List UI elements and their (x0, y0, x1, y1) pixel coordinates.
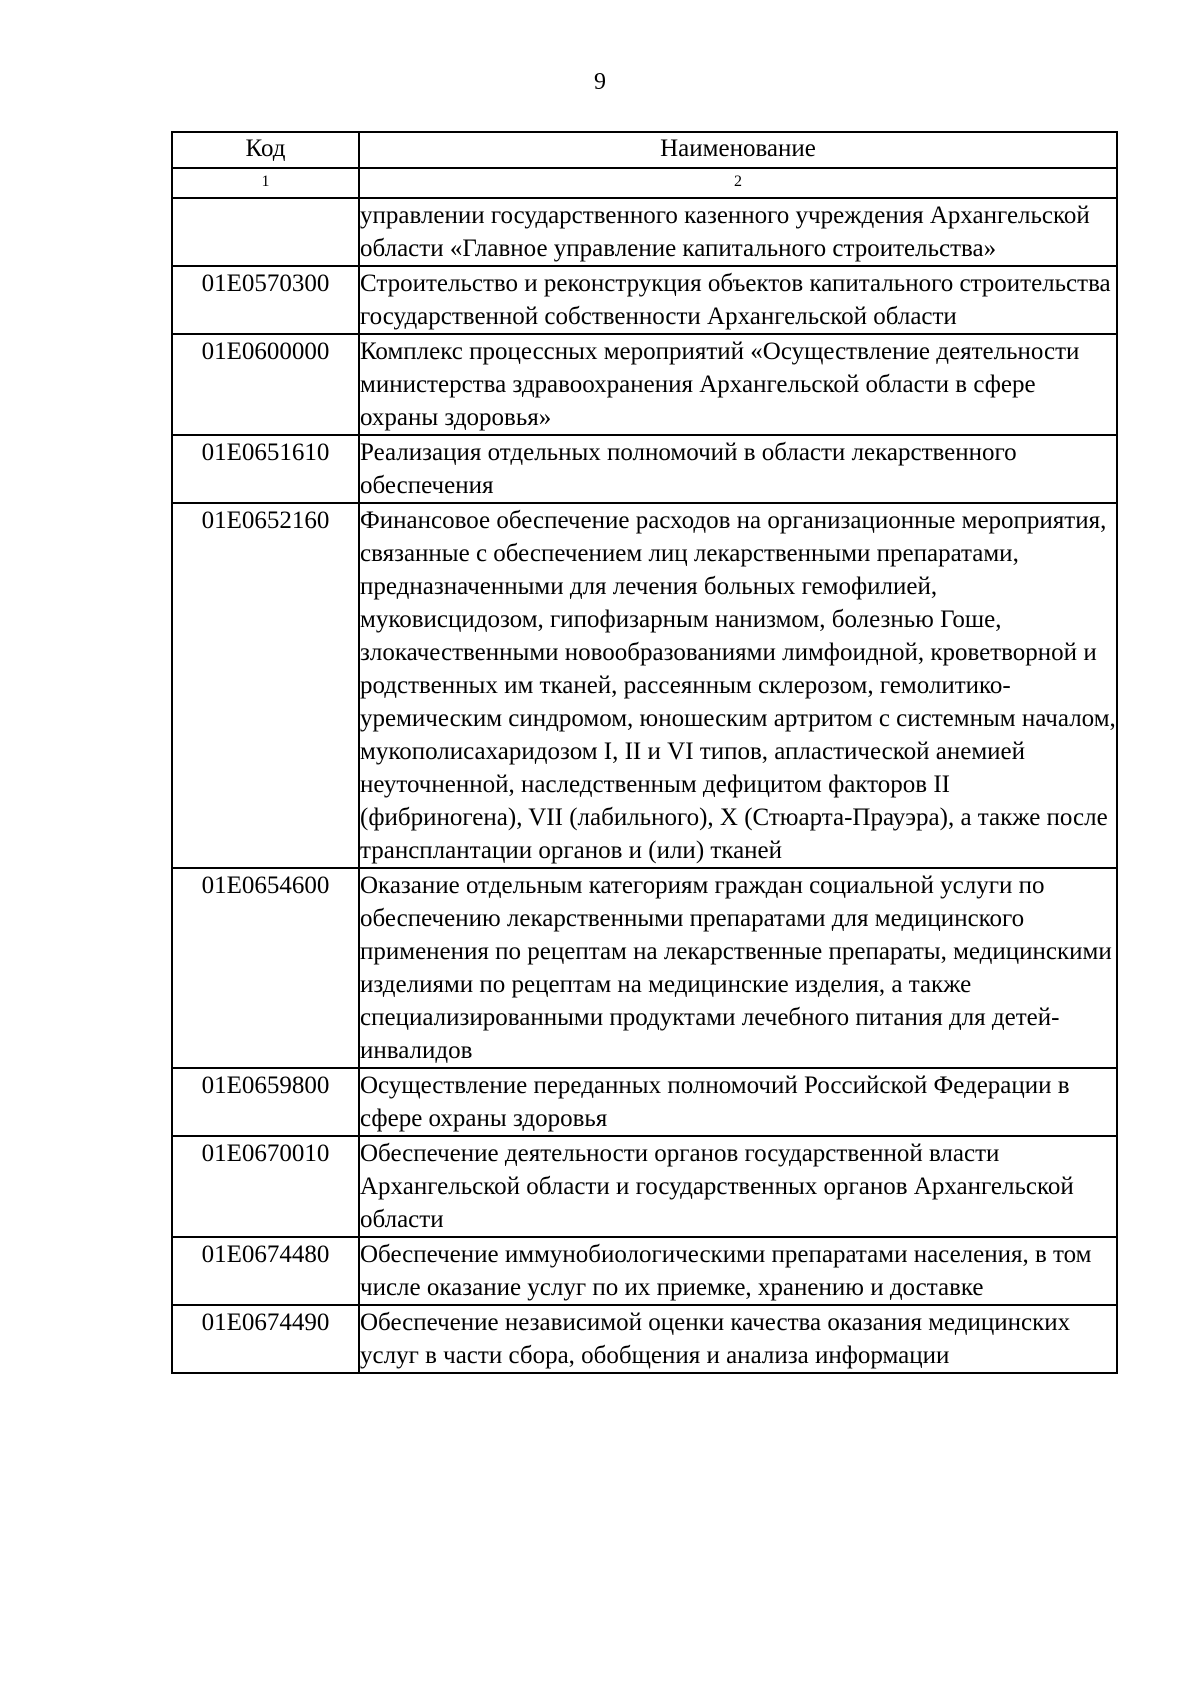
table-row (172, 1068, 1117, 1136)
row-code: 01Е0670010 (172, 1136, 359, 1237)
table-row (172, 1136, 1117, 1237)
row-code: 01Е0674490 (172, 1305, 359, 1373)
table-row (172, 1305, 1117, 1373)
row-name: Обеспечение независимой оценки качества оказания медицинских услуг в части сбора, обобщения и анализа информации (359, 1305, 1117, 1373)
column-number-code: 1 (172, 168, 359, 198)
row-name: Реализация отдельных полномочий в области лекарственного обеспечения (359, 435, 1117, 503)
code-table (171, 131, 1118, 1374)
row-code: 01Е0652160 (172, 503, 359, 868)
row-name: Обеспечение иммунобиологическими препаратами населения, в том числе оказание услуг по их приемке, хранению и доставке (359, 1237, 1117, 1305)
row-code: 01Е0600000 (172, 334, 359, 435)
row-name: Оказание отдельным категориям граждан социальной услуги по обеспечению лекарственными препаратами для медицинского применения по рецептам на лекарственные препараты, медицинскими изделиями по рецептам на медицинские изделия, а также специализированными продуктами лечебного питания для детей-инвалидов (359, 868, 1117, 1068)
table-row (172, 1237, 1117, 1305)
table-row (172, 334, 1117, 435)
table-header-row (172, 132, 1117, 168)
row-code: 01Е0651610 (172, 435, 359, 503)
header-name: Наименование (359, 132, 1117, 168)
table-row (172, 435, 1117, 503)
table-row (172, 198, 1117, 266)
row-code: 01Е0659800 (172, 1068, 359, 1136)
row-name: Комплекс процессных мероприятий «Осуществление деятельности министерства здравоохранения Архангельской области в сфере охраны здоровья» (359, 334, 1117, 435)
page-number: 9 (594, 69, 606, 95)
row-name: Осуществление переданных полномочий Российской Федерации в сфере охраны здоровья (359, 1068, 1117, 1136)
row-name: управлении государственного казенного учреждения Архангельской области «Главное управление капитального строительства» (359, 198, 1117, 266)
column-number-row (172, 168, 1117, 198)
row-name: Строительство и реконструкция объектов капитального строительства государственной собственности Архангельской области (359, 266, 1117, 334)
row-name: Обеспечение деятельности органов государственной власти Архангельской области и государственных органов Архангельской области (359, 1136, 1117, 1237)
row-code (172, 198, 359, 266)
row-code: 01Е0674480 (172, 1237, 359, 1305)
row-name: Финансовое обеспечение расходов на организационные мероприятия, связанные с обеспечением лиц лекарственными препаратами, предназначенными для лечения больных гемофилией, муковисцидозом, гипофизарным нанизмом, болезнью Гоше, злокачественными новообразованиями лимфоидной, кроветворной и родственных им тканей, рассеянным склерозом, гемолитико-уремическим синдромом, юношеским артритом с системным началом, мукополисахаридозом I, II и VI типов, апластической анемией неуточненной, наследственным дефицитом факторов II (фибриногена), VII (лабильного), X (Стюарта-Прауэра), а также после трансплантации органов и (или) тканей (359, 503, 1117, 868)
table-row (172, 868, 1117, 1068)
table-row (172, 503, 1117, 868)
header-code: Код (172, 132, 359, 168)
row-code: 01Е0654600 (172, 868, 359, 1068)
row-code: 01Е0570300 (172, 266, 359, 334)
column-number-name: 2 (359, 168, 1117, 198)
table-row (172, 266, 1117, 334)
